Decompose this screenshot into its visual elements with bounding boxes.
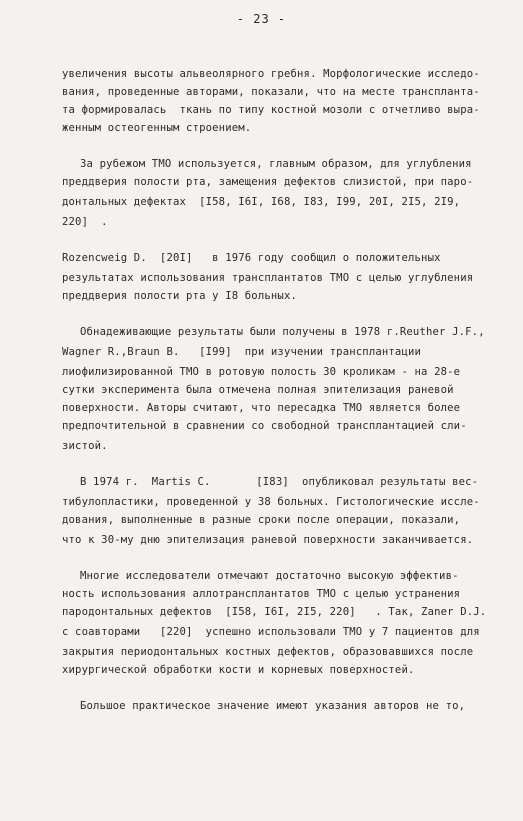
text-line: результатах использования трансплантатов ТМО с целью углубления xyxy=(62,272,474,284)
text-line: что к 30-му дню эпителизация раневой поверхности заканчивается. xyxy=(62,534,474,546)
text-line: Wagner R.,Braun B. [I99] при изучении трансплантации xyxy=(62,346,422,358)
text-line: тибулопластики, проведенной у 38 больных. Гистологические иссле- xyxy=(62,496,480,508)
text-line: преддверия полости рта у I8 больных. xyxy=(62,290,298,302)
text-line: Многие исследователи отмечают достаточно высокую эффектив- xyxy=(80,570,459,582)
text-line: поверхности. Авторы считают, что пересадка ТМО является более xyxy=(62,402,461,414)
text-line: хирургической обработки кости и корневых поверхностей. xyxy=(62,664,415,676)
text-line: женным остеогенным строением. xyxy=(62,122,252,134)
text-line: увеличения высоты альвеолярного гребня. Морфологические исследо- xyxy=(62,68,480,80)
text-line: В 1974 г. Martis C. [I83] опубликовал результаты вес- xyxy=(80,476,479,488)
text-line: пародонтальных дефектов [I58, I6I, 2I5, 220] . Так, Zaner D.J. xyxy=(62,606,487,618)
page-number: - 23 - xyxy=(236,12,287,26)
text-line: Большое практическое значение имеют указания авторов не то, xyxy=(80,700,466,712)
text-line: дования, выполненные в разные сроки после операции, показали, xyxy=(62,514,461,526)
text-line: сутки эксперимента была отмечена полная эпителизация раневой xyxy=(62,384,454,396)
text-line: зистой. xyxy=(62,440,108,452)
text-line: вания, проведенные авторами, показали, что на месте трансплантa- xyxy=(62,86,480,98)
text-line: донтальных дефектах [I58, I6I, I68, I83, I99, 20I, 2I5, 2I9, xyxy=(62,196,461,208)
text-line: закрытия периодонтальных костных дефектов, образовавшихся после xyxy=(62,646,474,658)
text-line: преддверия полости рта, замещения дефектов слизистой, при паро- xyxy=(62,176,474,188)
text-line: ность использования аллотрансплантатов ТМО с целью устранения xyxy=(62,588,461,600)
text-line: с соавторами [220] успешно использовали ТМО у 7 пациентов для xyxy=(62,626,480,638)
text-line: За рубежом ТМО используется, главным образом, для углубления xyxy=(80,158,472,170)
text-line: предпочтительной в сравнении со свободной трансплантацией сли- xyxy=(62,420,467,432)
text-line: та формировалась ткань по типу костной мозоли с отчетливо выра- xyxy=(62,104,480,116)
text-line: Rozencweig D. [20I] в 1976 году сообщил о положительных xyxy=(62,252,441,264)
text-line: Обнадеживающие результаты были получены в 1978 г.Reuther J.F., xyxy=(80,326,485,338)
text-line: 220] . xyxy=(62,216,108,228)
text-line: лиофилизированной ТМО в ротовую полость 30 кроликам - на 28-е xyxy=(62,366,461,378)
